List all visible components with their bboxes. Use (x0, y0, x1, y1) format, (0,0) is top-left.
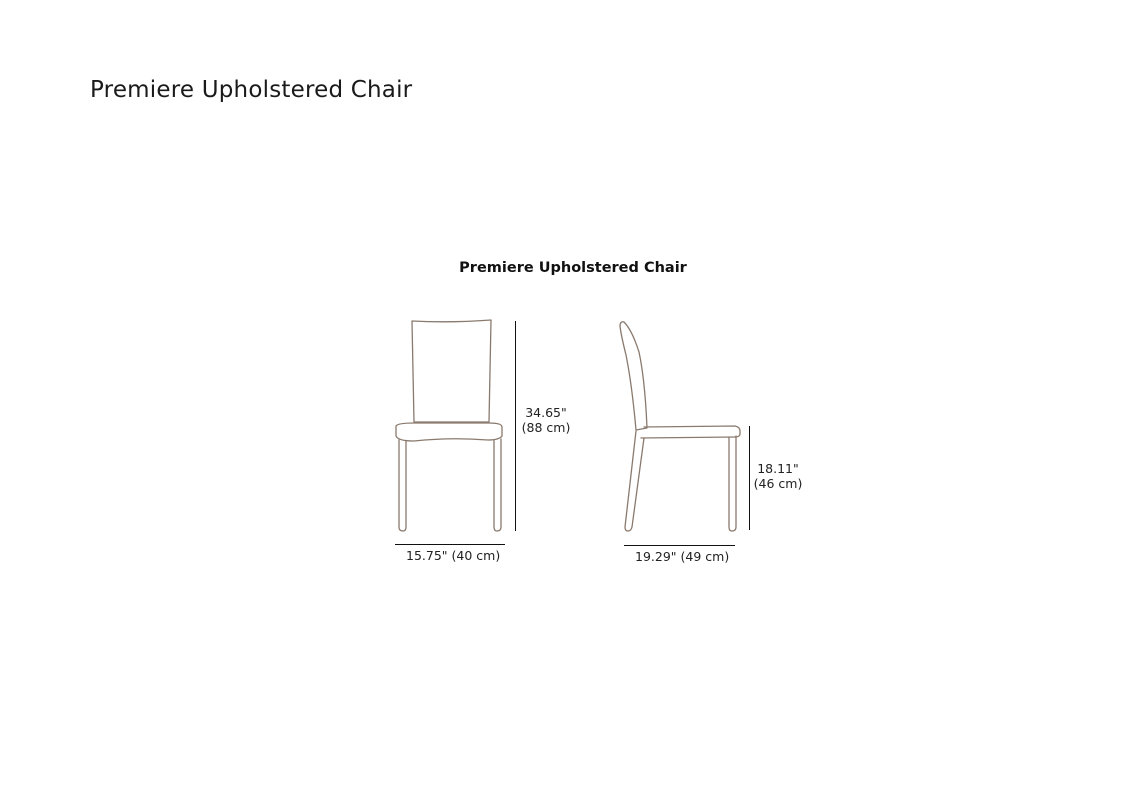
side-seat (641, 426, 740, 438)
front-height-label (518, 405, 574, 435)
front-left-leg (399, 440, 406, 531)
side-back-leg (625, 431, 644, 531)
side-seat-height-cm: (46 cm) (753, 476, 803, 491)
page-title: Premiere Upholstered Chair (90, 77, 413, 103)
front-view-chair (396, 320, 502, 531)
front-right-leg (494, 439, 501, 531)
front-backrest (412, 320, 491, 422)
front-height-in: 34.65" (525, 405, 567, 420)
side-seat-height-in: 18.11" (757, 461, 799, 476)
front-seat (396, 423, 502, 441)
drawing-title: Premiere Upholstered Chair (459, 260, 687, 276)
side-seat-height-label (751, 461, 805, 491)
side-view-chair (620, 322, 740, 531)
front-width-label: 15.75" (40 cm) (406, 548, 501, 563)
side-depth-label: 19.29" (49 cm) (635, 549, 730, 564)
side-front-leg (729, 436, 736, 531)
front-height-cm: (88 cm) (521, 420, 571, 435)
side-backrest (620, 322, 647, 430)
